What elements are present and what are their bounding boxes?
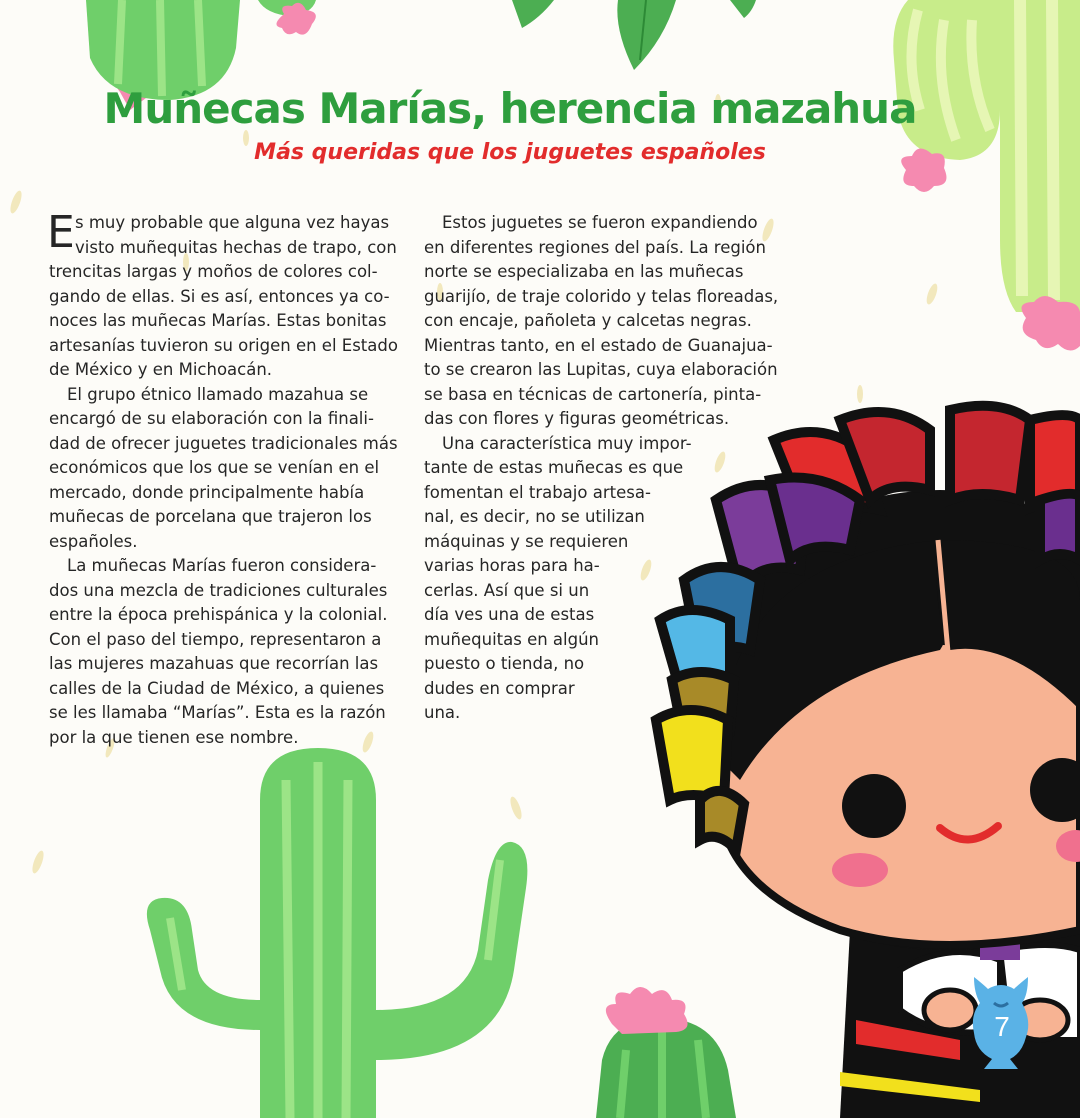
text-line: por la que tienen ese nombre. — [49, 727, 299, 747]
text-line: nal, es decir, no se utilizan — [424, 507, 645, 526]
page-number-badge — [970, 975, 1032, 1071]
text-line: calles de la Ciudad de México, a quienes — [49, 678, 385, 698]
text-line: máquinas y se requieren — [424, 531, 629, 551]
text-line: cerlas. Así que si un — [424, 580, 590, 600]
text-line: muñecas de porcelana que trajeron los — [49, 507, 372, 526]
text-line: s muy probable que alguna vez hayas — [75, 213, 390, 232]
text-line: Una característica muy impor- — [442, 433, 692, 453]
text-line: muñequitas en algún — [424, 629, 600, 649]
text-line: gando de ellas. Si es así, entonces ya co- — [49, 286, 390, 306]
text-line: dos una mezcla de tradiciones culturales — [49, 580, 388, 600]
text-line: Con el paso del tiempo, representaron a — [49, 629, 382, 649]
text-line: en diferentes regiones del país. La región — [424, 237, 766, 257]
cactus-illustration — [893, 0, 1080, 351]
text-line: norte se especializaba en las muñecas — [424, 262, 744, 281]
text-line: españoles. — [49, 531, 138, 551]
text-line: noces las muñecas Marías. Estas bonitas — [49, 311, 387, 330]
text-line: guarijío, de traje colorido y telas floreadas, — [424, 286, 779, 306]
cactus-illustration — [596, 987, 736, 1118]
text-line: encargó de su elaboración con la finali- — [49, 409, 374, 428]
drop-cap: E — [47, 207, 75, 258]
page-subtitle: Más queridas que los juguetes españoles — [254, 140, 766, 165]
text-line: El grupo étnico llamado mazahua se — [67, 384, 369, 404]
text-line: una. — [424, 703, 461, 722]
text-line: dudes en comprar — [424, 678, 575, 698]
text-line: tante de estas muñecas es que — [424, 458, 684, 477]
text-line: Mientras tanto, en el estado de Guanajua- — [424, 335, 773, 355]
page-number: 7 — [994, 1011, 1010, 1042]
text-line: Estos juguetes se fueron expandiendo — [442, 213, 758, 232]
text-line: La muñecas Marías fueron considera- — [67, 556, 377, 575]
text-line: varias horas para ha- — [424, 556, 600, 575]
text-line: trencitas largas y moños de colores col- — [49, 262, 378, 281]
text-line: visto muñequitas hechas de trapo, con — [75, 237, 397, 257]
text-line: puesto o tienda, no — [424, 654, 585, 673]
cactus-illustration — [147, 748, 528, 1118]
text-line: das con flores y figuras geométricas. — [424, 409, 730, 428]
page-title: Muñecas Marías, herencia mazahua — [103, 84, 917, 133]
text-line: mercado, donde principalmente había — [49, 482, 365, 502]
text-line: entre la época prehispánica y la colonial. — [49, 605, 388, 624]
leaf-decoration — [512, 0, 756, 70]
article-column-left — [47, 207, 398, 750]
text-line: económicos que los que se venían en el — [49, 458, 380, 477]
text-line: fomentan el trabajo artesa- — [424, 482, 651, 502]
text-line: día ves una de estas — [424, 605, 595, 624]
text-line: de México y en Michoacán. — [49, 360, 273, 379]
text-line: dad de ofrecer juguetes tradicionales más — [49, 433, 398, 453]
text-line: se les llamaba “Marías”. Esta es la razón — [49, 703, 386, 722]
text-line: las mujeres mazahuas que recorrían las — [49, 654, 379, 673]
text-line: to se crearon las Lupitas, cuya elaboración — [424, 360, 778, 379]
text-line: se basa en técnicas de cartonería, pinta- — [424, 384, 762, 404]
text-line: artesanías tuvieron su origen en el Estado — [49, 335, 398, 355]
article-column-right — [424, 211, 779, 726]
text-line: con encaje, pañoleta y calcetas negras. — [424, 311, 752, 330]
